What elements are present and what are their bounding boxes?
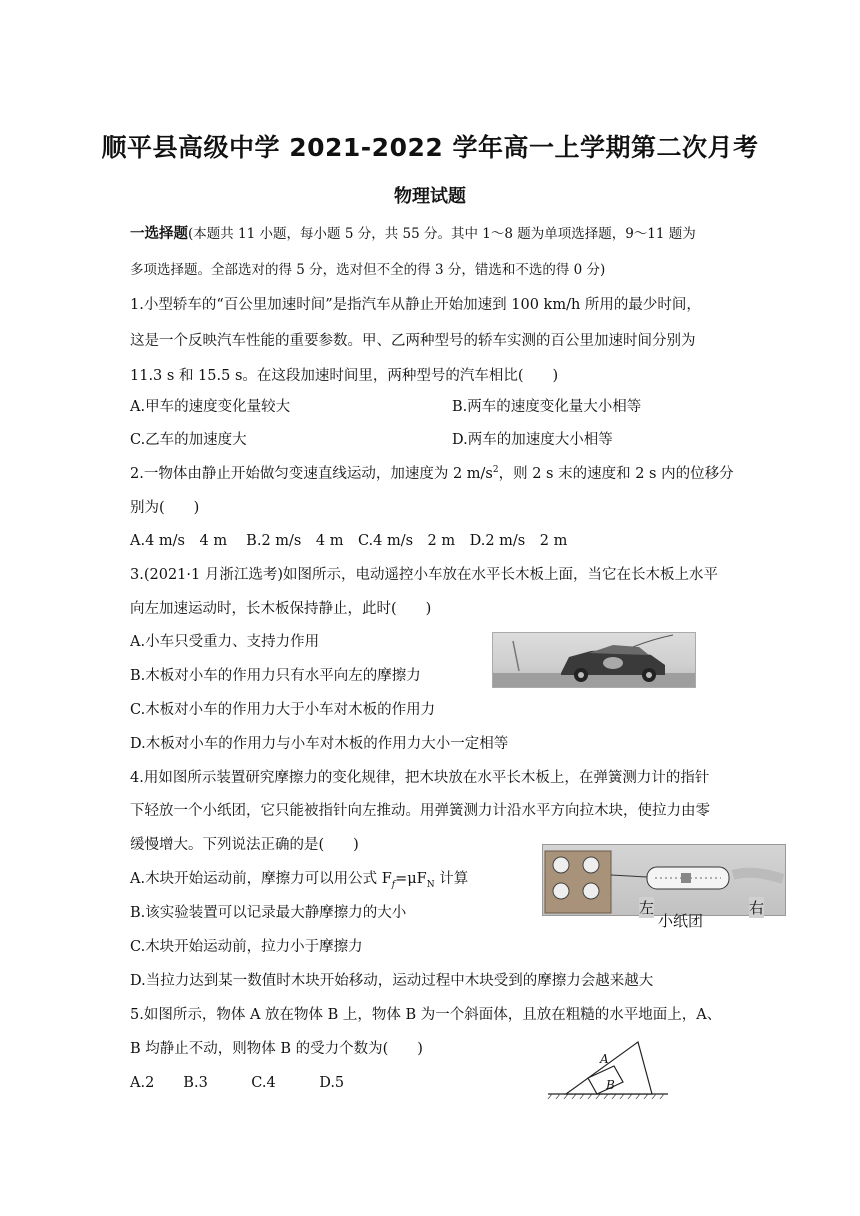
- q4-line3: 缓慢增大。下列说法正确的是( ): [130, 837, 359, 853]
- incline-diagram: [546, 1036, 670, 1100]
- spring-scale-image: [542, 844, 786, 916]
- q2-options: A.4 m/s 4 m B.2 m/s 4 m C.4 m/s 2 m D.2 m/s 2 m: [130, 533, 568, 549]
- q3-option-a: A.小车只受重力、支持力作用: [130, 634, 320, 650]
- q3-option-c: C.木板对小车的作用力大于小车对木板的作用力: [130, 702, 436, 718]
- q4-option-b: B.该实验装置可以记录最大静摩擦力的大小: [130, 905, 407, 921]
- section-note-line1: (本题共 11 小题，每小题 5 分，共 55 分。其中 1～8 题为单项选择题，9～11 题为: [188, 226, 696, 242]
- q3-line1-text: 如图所示，电动遥控小车放在水平长木板上面，当它在长木板上水平: [283, 567, 718, 583]
- q2-line1-sup: 2: [492, 465, 499, 476]
- fig-label-a: A: [600, 1052, 609, 1066]
- q1-line2: 这是一个反映汽车性能的重要参数。甲、乙两种型号的轿车实测的百公里加速时间分别为: [130, 333, 696, 349]
- q2-line1-b: ，则 2 s 末的速度和 2 s 内的位移分: [498, 466, 734, 482]
- q3-line2: 向左加速运动时，长木板保持静止，此时( ): [130, 601, 432, 617]
- q1-options-row1: [130, 395, 740, 416]
- rc-car-image: [492, 632, 696, 688]
- section-note-line2: 多项选择题。全部选对的得 5 分，选对但不全的得 3 分，错选和不选的得 0 分): [130, 262, 606, 278]
- q4-option-a-post: 计算: [434, 871, 469, 887]
- q4-option-a-sub-f: f: [391, 879, 396, 890]
- q4-option-a-pre: A.木块开始运动前，摩擦力可以用公式 F: [130, 871, 392, 887]
- q5-line1: 5.如图所示，物体 A 放在物体 B 上，物体 B 为一个斜面体，且放在粗糙的水平地面上，A、: [130, 1007, 722, 1023]
- q5-line2: B 均静止不动，则物体 B 的受力个数为( ): [130, 1041, 423, 1057]
- section-title: 一选择题: [130, 226, 188, 242]
- q4-option-c: C.木块开始运动前，拉力小于摩擦力: [130, 939, 363, 955]
- fig-caption-paper-ball: 小纸团: [658, 912, 704, 930]
- section-header: [130, 222, 740, 243]
- q1-option-d: D.两车的加速度大小相等: [452, 432, 613, 448]
- q1-line1: 1.小型轿车的“百公里加速时间”是指汽车从静止开始加速到 100 km/h 所用的最少时间，: [130, 297, 701, 313]
- q2-line1: [130, 462, 740, 483]
- q4-line2: 下轻放一个小纸团，它只能被指针向左推动。用弹簧测力计沿水平方向拉木块，使拉力由零: [130, 803, 710, 819]
- q2-line2: 别为( ): [130, 500, 200, 516]
- q4-option-d: D.当拉力达到某一数值时木块开始移动，运动过程中木块受到的摩擦力会越来越大: [130, 973, 654, 989]
- q3-option-b: B.木板对小车的作用力只有水平向左的摩擦力: [130, 668, 421, 684]
- q3-source: 3.(2021·1 月浙江选考): [130, 567, 283, 583]
- q2-line1-a: 2.一物体由静止开始做匀变速直线运动，加速度为 2 m/s: [130, 466, 493, 482]
- q5-options: A.2 B.3 C.4 D.5: [130, 1075, 345, 1091]
- q1-option-b: B.两车的速度变化量大小相等: [452, 399, 642, 415]
- page-title: 顺平县高级中学 2021-2022 学年高一上学期第二次月考: [101, 133, 759, 162]
- q4-option-a-mid: =μF: [395, 871, 427, 887]
- q4-option-a-sub-n: N: [426, 879, 435, 890]
- q1-option-a: A.甲车的速度变化量较大: [130, 399, 291, 415]
- q1-options-row2: [130, 428, 740, 449]
- fig-label-left: 左: [639, 899, 655, 917]
- q1-option-c: C.乙车的加速度大: [130, 432, 247, 448]
- page-subtitle: 物理试题: [394, 186, 466, 207]
- q4-line1: 4.用如图所示装置研究摩擦力的变化规律，把木块放在水平长木板上，在弹簧测力计的指针: [130, 770, 710, 786]
- q1-line3: 11.3 s 和 15.5 s。在这段加速时间里，两种型号的汽车相比( ): [130, 368, 559, 384]
- fig-label-right: 右: [749, 899, 765, 917]
- q3-option-d: D.木板对小车的作用力与小车对木板的作用力大小一定相等: [130, 736, 509, 752]
- fig-label-b: B: [606, 1078, 615, 1092]
- q3-line1: [130, 563, 740, 584]
